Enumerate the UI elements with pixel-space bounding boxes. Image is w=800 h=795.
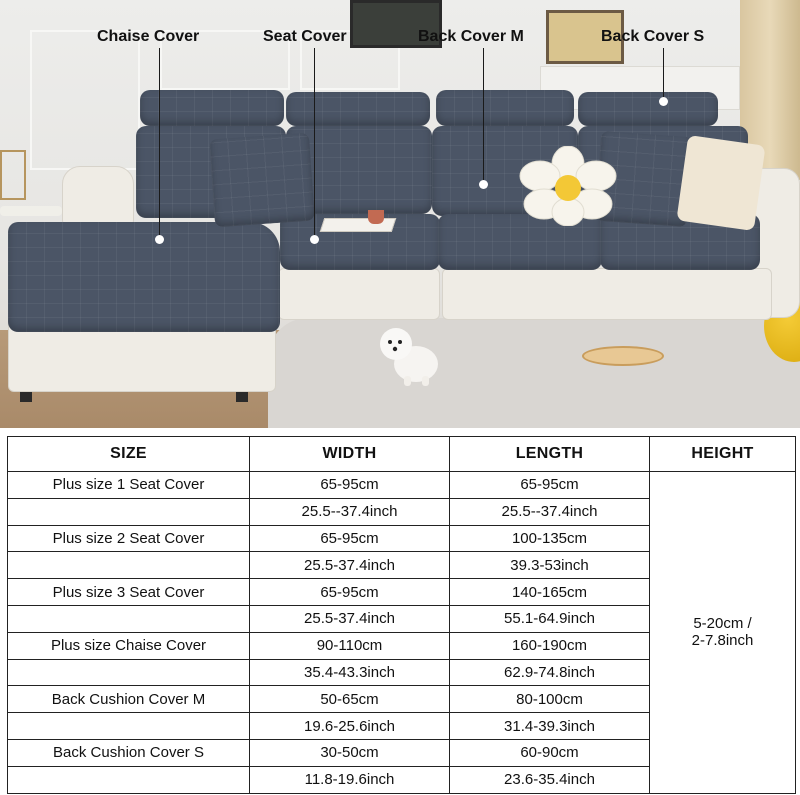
width-cm: 65-95cm	[250, 472, 450, 499]
back-s-marker-dot	[659, 97, 668, 106]
height-cell	[650, 472, 796, 794]
back-m-marker-dot	[479, 180, 488, 189]
size-name: Plus size 1 Seat Cover	[8, 472, 250, 499]
back-s-leader-line	[663, 48, 664, 100]
size-name-empty	[8, 552, 250, 579]
width-cm: 65-95cm	[250, 579, 450, 606]
length-cm: 140-165cm	[450, 579, 650, 606]
headrest-cover	[578, 92, 718, 126]
length-cm: 65-95cm	[450, 472, 650, 499]
beige-pillow	[676, 135, 765, 231]
chaise-cover	[8, 222, 280, 332]
width-inch: 35.4-43.3inch	[250, 659, 450, 686]
width-inch: 25.5-37.4inch	[250, 552, 450, 579]
callout-back-cover-m: Back Cover M	[418, 28, 524, 45]
width-cm: 30-50cm	[250, 739, 450, 766]
back-m-leader-line	[483, 48, 484, 183]
seat-leader-line	[314, 48, 315, 238]
length-cm: 80-100cm	[450, 686, 650, 713]
size-name: Plus size 2 Seat Cover	[8, 525, 250, 552]
table-header-row	[8, 437, 796, 472]
white-dog	[376, 324, 442, 388]
table-row	[8, 472, 796, 499]
header-height: HEIGHT	[650, 437, 796, 472]
height-cm: 5-20cm /	[693, 615, 752, 633]
header-width: WIDTH	[250, 437, 450, 472]
sofa-leg	[20, 392, 32, 402]
snack-tray	[582, 346, 664, 366]
chaise-marker-dot	[155, 235, 164, 244]
headrest-cover	[436, 90, 574, 126]
size-name-empty	[8, 498, 250, 525]
header-size: SIZE	[8, 437, 250, 472]
callout-seat-cover: Seat Cover	[263, 28, 347, 45]
length-inch: 25.5--37.4inch	[450, 498, 650, 525]
length-inch: 55.1-64.9inch	[450, 605, 650, 632]
length-cm: 100-135cm	[450, 525, 650, 552]
width-cm: 50-65cm	[250, 686, 450, 713]
size-name: Plus size Chaise Cover	[8, 632, 250, 659]
size-name-empty	[8, 713, 250, 740]
rug	[268, 318, 800, 428]
length-inch: 23.6-35.4inch	[450, 766, 650, 793]
width-inch: 11.8-19.6inch	[250, 766, 450, 793]
headrest-cover	[286, 92, 430, 126]
seat-marker-dot	[310, 235, 319, 244]
side-table	[0, 206, 62, 216]
seat-base	[278, 268, 440, 320]
length-inch: 62.9-74.8inch	[450, 659, 650, 686]
length-cm: 60-90cm	[450, 739, 650, 766]
length-inch: 31.4-39.3inch	[450, 713, 650, 740]
cup	[368, 210, 384, 224]
chaise-leader-line	[159, 48, 160, 238]
size-name: Back Cushion Cover S	[8, 739, 250, 766]
throw-pillow	[209, 133, 315, 228]
callout-chaise-cover: Chaise Cover	[97, 28, 200, 45]
length-cm: 160-190cm	[450, 632, 650, 659]
width-inch: 25.5-37.4inch	[250, 605, 450, 632]
book	[320, 218, 397, 232]
seat-base	[442, 268, 772, 320]
size-chart-table	[7, 436, 796, 794]
headrest-cover	[140, 90, 284, 126]
daisy-pillow	[508, 146, 628, 226]
width-inch: 19.6-25.6inch	[250, 713, 450, 740]
size-name: Back Cushion Cover M	[8, 686, 250, 713]
width-cm: 90-110cm	[250, 632, 450, 659]
header-length: LENGTH	[450, 437, 650, 472]
length-inch: 39.3-53inch	[450, 552, 650, 579]
callout-back-cover-s: Back Cover S	[601, 28, 705, 45]
size-name-empty	[8, 659, 250, 686]
size-name-empty	[8, 766, 250, 793]
wall-panel	[30, 30, 140, 170]
size-name-empty	[8, 605, 250, 632]
decor-frame	[0, 150, 26, 200]
height-inch: 2-7.8inch	[691, 632, 754, 650]
sofa-leg	[236, 392, 248, 402]
size-name: Plus size 3 Seat Cover	[8, 579, 250, 606]
width-inch: 25.5--37.4inch	[250, 498, 450, 525]
width-cm: 65-95cm	[250, 525, 450, 552]
